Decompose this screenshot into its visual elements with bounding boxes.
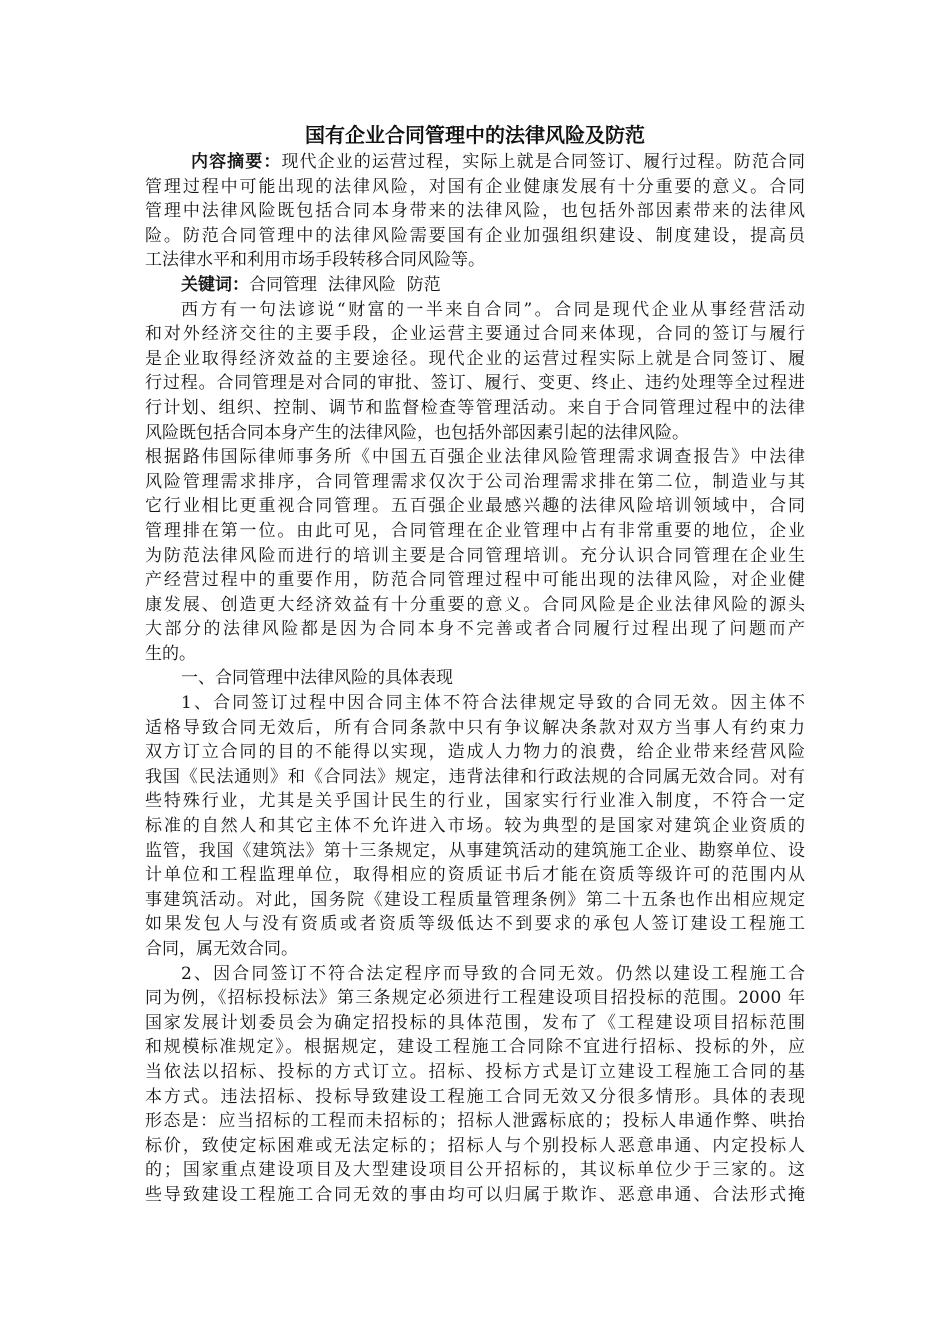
document-body bbox=[145, 150, 805, 1208]
paragraph-line: 如果发包人与没有资质或者资质等级低达不到要求的承包人签订建设工程施工 bbox=[145, 914, 805, 935]
paragraph-line: 为防范法律风险而进行的培训主要是合同管理培训。充分认识合同管理在企业生 bbox=[145, 545, 805, 566]
abstract-text: 现代企业的运营过程，实际上就是合同签订、履行过程。防范合同 bbox=[281, 152, 805, 172]
paragraph-line: 监管，我国《建筑法》第十三条规定，从事建筑活动的建筑施工企业、勘察单位、设 bbox=[145, 840, 805, 861]
paragraph-line: 西方有一句法谚说“财富的一半来自合同”。合同是现代企业从事经营活动 bbox=[181, 299, 805, 320]
paragraph-line: 同为例，《招标投标法》第三条规定必须进行工程建设项目招投标的范围。2000 年 bbox=[145, 988, 805, 1009]
paragraph-line: 2、因合同签订不符合法定程序而导致的合同无效。仍然以建设工程施工合 bbox=[181, 963, 805, 984]
paragraph-line: 双方订立合同的目的不能得以实现，造成人力物力的浪费，给企业带来经营风险 bbox=[145, 742, 805, 763]
paragraph-line: 事建筑活动。对此，国务院《建设工程质量管理条例》第二十五条也作出相应规定 bbox=[145, 889, 805, 910]
paragraph-line: 标价，致使定标困难或无法定标的；招标人与个别投标人恶意串通、内定投标人 bbox=[145, 1135, 805, 1156]
paragraph-line: 合同，属无效合同。 bbox=[145, 939, 298, 959]
paragraph-line: 行过程。合同管理是对合同的审批、签订、履行、变更、终止、违约处理等全过程进 bbox=[145, 373, 805, 394]
paragraph-line: 根据路伟国际律师事务所《中国五百强企业法律风险管理需求调查报告》中法律 bbox=[145, 447, 805, 468]
paragraph-line: 标准的自然人和其它主体不允许进入市场。较为典型的是国家对建筑企业资质的 bbox=[145, 816, 805, 837]
paragraph-line: 当依法以招标、投标的方式订立。招标、投标方式是订立建设工程施工合同的基 bbox=[145, 1061, 805, 1082]
keywords-label: 关键词： bbox=[181, 274, 249, 295]
document-title: 国有企业合同管理中的法律风险及防范 bbox=[305, 123, 645, 147]
paragraph-line: 国家发展计划委员会为确定招投标的具体范围，发布了《工程建设项目招标范围 bbox=[145, 1012, 805, 1033]
paragraph-line: 生的。 bbox=[145, 643, 196, 664]
paragraph-line: 产经营过程中的重要作用，防范合同管理过程中可能出现的法律风险，对企业健 bbox=[145, 570, 805, 591]
paragraph-line: 行计划、组织、控制、调节和监督检查等管理活动。来自于合同管理过程中的法律 bbox=[145, 397, 805, 418]
keywords-text: 合同管理 法律风险 防范 bbox=[249, 274, 441, 295]
paragraph-line: 计单位和工程监理单位，取得相应的资质证书后才能在资质等级许可的范围内从 bbox=[145, 865, 805, 886]
paragraph-line: 风险管理需求排序，合同管理需求仅次于公司治理需求排在第二位，制造业与其 bbox=[145, 471, 805, 492]
keywords-line bbox=[145, 273, 805, 298]
abstract-label: 内容摘要： bbox=[191, 152, 282, 172]
paragraph-line: 适格导致合同无效后，所有合同条款中只有争议解决条款对双方当事人有约束力 bbox=[145, 717, 805, 738]
paragraph-line: 1、合同签订过程中因合同主体不符合法律规定导致的合同无效。因主体不 bbox=[181, 693, 805, 714]
paragraph-line: 大部分的法律风险都是因为合同本身不完善或者合同履行过程出现了问题而产 bbox=[145, 619, 805, 640]
paragraph-line: 它行业相比更重视合同管理。五百强企业最感兴趣的法律风险培训领域中，合同 bbox=[145, 496, 805, 517]
abstract-line-1 bbox=[145, 150, 805, 175]
paragraph-line: 形态是：应当招标的工程而未招标的；招标人泄露标底的；投标人串通作弊、哄抬 bbox=[145, 1111, 805, 1132]
paragraph-line: 些导致建设工程施工合同无效的事由均可以归属于欺诈、恶意串通、合法形式掩 bbox=[145, 1184, 805, 1205]
paragraph-line: 的；国家重点建设项目及大型建设项目公开招标的，其议标单位少于三家的。这 bbox=[145, 1160, 805, 1181]
section-heading: 一、合同管理中法律风险的具体表现 bbox=[181, 668, 453, 689]
paragraph-line: 我国《民法通则》和《合同法》规定，违背法律和行政法规的合同属无效合同。对有 bbox=[145, 766, 805, 787]
abstract-line: 管理过程中可能出现的法律风险，对国有企业健康发展有十分重要的意义。合同 bbox=[145, 176, 805, 197]
paragraph-line: 康发展、创造更大经济效益有十分重要的意义。合同风险是企业法律风险的源头 bbox=[145, 594, 805, 615]
paragraph-line: 些特殊行业，尤其是关乎国计民生的行业，国家实行行业准入制度，不符合一定 bbox=[145, 791, 805, 812]
paragraph-line: 本方式。违法招标、投标导致建设工程施工合同无效又分很多情形。具体的表现 bbox=[145, 1086, 805, 1107]
paragraph-line: 和对外经济交往的主要手段，企业运营主要通过合同来体现，合同的签订与履行 bbox=[145, 324, 805, 345]
abstract-line: 险。防范合同管理中的法律风险需要国有企业加强组织建设、制度建设，提高员 bbox=[145, 225, 805, 246]
abstract-line: 工法律水平和利用市场手段转移合同风险等。 bbox=[145, 250, 485, 271]
paragraph-line: 是企业取得经济效益的主要途径。现代企业的运营过程实际上就是合同签订、履 bbox=[145, 348, 805, 369]
paragraph-line: 风险既包括合同本身产生的法律风险，也包括外部因素引起的法律风险。 bbox=[145, 422, 689, 443]
paragraph-line: 管理排在第一位。由此可见，合同管理在企业管理中占有非常重要的地位，企业 bbox=[145, 520, 805, 541]
abstract-line: 管理中法律风险既包括合同本身带来的法律风险，也包括外部因素带来的法律风 bbox=[145, 201, 805, 222]
paragraph-line: 和规模标准规定》。根据规定，建设工程施工合同除不宜进行招标、投标的外，应 bbox=[145, 1037, 805, 1058]
